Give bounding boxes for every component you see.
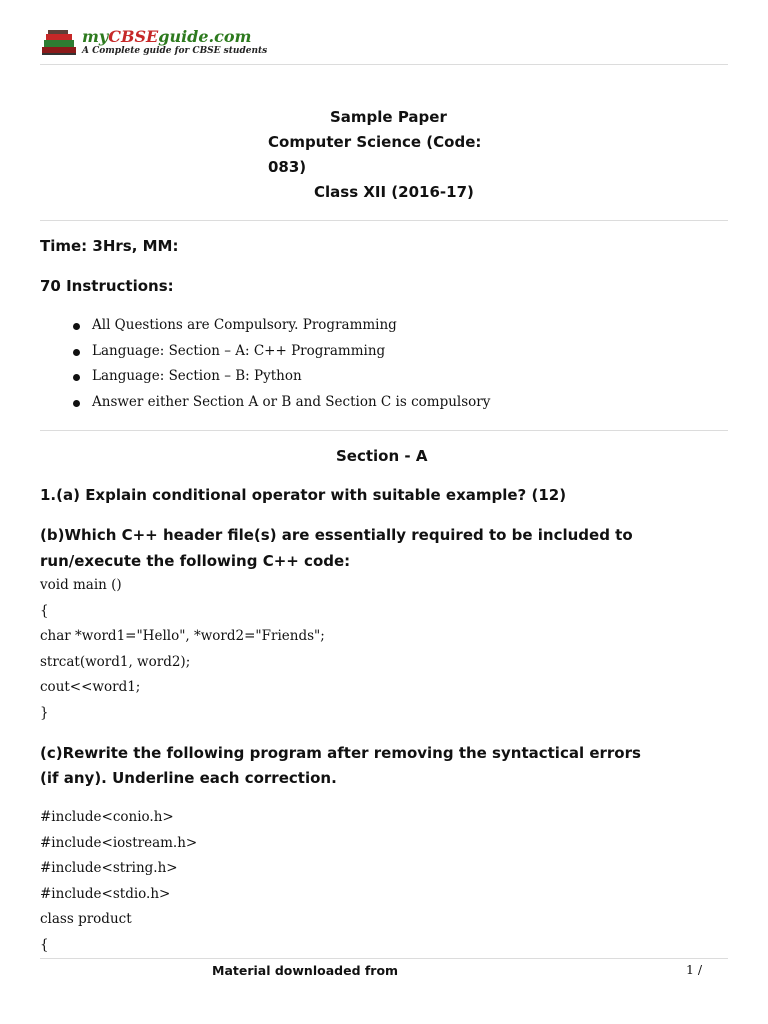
paper-subject-code: 083) (268, 158, 307, 176)
code-line: void main () (40, 577, 122, 593)
code-line: strcat(word1, word2); (40, 654, 191, 670)
question-1b-line2: run/execute the following C++ code: (40, 552, 351, 570)
code-line: { (40, 937, 49, 953)
title-divider (40, 220, 728, 221)
code-line: class product (40, 911, 132, 927)
bullet-icon (73, 400, 80, 407)
instruction-item: All Questions are Compulsory. Programming (92, 317, 397, 333)
footer-divider (40, 958, 728, 959)
question-1c-line1: (c)Rewrite the following program after removing the syntactical errors (40, 744, 641, 762)
question-1b-line1: (b)Which C++ header file(s) are essentially required to be included to (40, 526, 633, 544)
bullet-icon (73, 374, 80, 381)
code-line: { (40, 603, 49, 619)
instruction-item: Answer either Section A or B and Section C is compulsory (92, 394, 491, 410)
site-logo (40, 27, 268, 59)
question-1a: 1.(a) Explain conditional operator with suitable example? (12) (40, 486, 567, 504)
section-heading: Section - A (336, 447, 428, 465)
instruction-item: Language: Section – A: C++ Programming (92, 343, 386, 359)
code-line: #include<conio.h> (40, 809, 174, 825)
bullet-icon (73, 323, 80, 330)
instructions-heading: 70 Instructions: (40, 277, 174, 295)
code-line: #include<stdio.h> (40, 886, 171, 902)
books-icon (40, 29, 80, 57)
bullet-icon (73, 349, 80, 356)
time-label: Time: 3Hrs, MM: (40, 237, 179, 255)
paper-class: Class XII (2016-17) (314, 183, 474, 201)
question-1c-line2: (if any). Underline each correction. (40, 769, 337, 787)
paper-title: Sample Paper (330, 108, 447, 126)
instruction-item: Language: Section – B: Python (92, 368, 302, 384)
header-divider (40, 64, 728, 65)
footer-material: Material downloaded from (212, 963, 399, 978)
logo-subtitle: A Complete guide for CBSE students (82, 46, 268, 56)
code-line: cout<<word1; (40, 679, 141, 695)
code-line: } (40, 705, 49, 721)
code-line: #include<string.h> (40, 860, 178, 876)
code-line: #include<iostream.h> (40, 835, 198, 851)
instructions-divider (40, 430, 728, 431)
code-line: char *word1="Hello", *word2="Friends"; (40, 628, 325, 644)
page-number: 1 / (686, 962, 703, 977)
logo-title: myCBSEguide.com (82, 27, 252, 46)
paper-subject: Computer Science (Code: (268, 133, 482, 151)
